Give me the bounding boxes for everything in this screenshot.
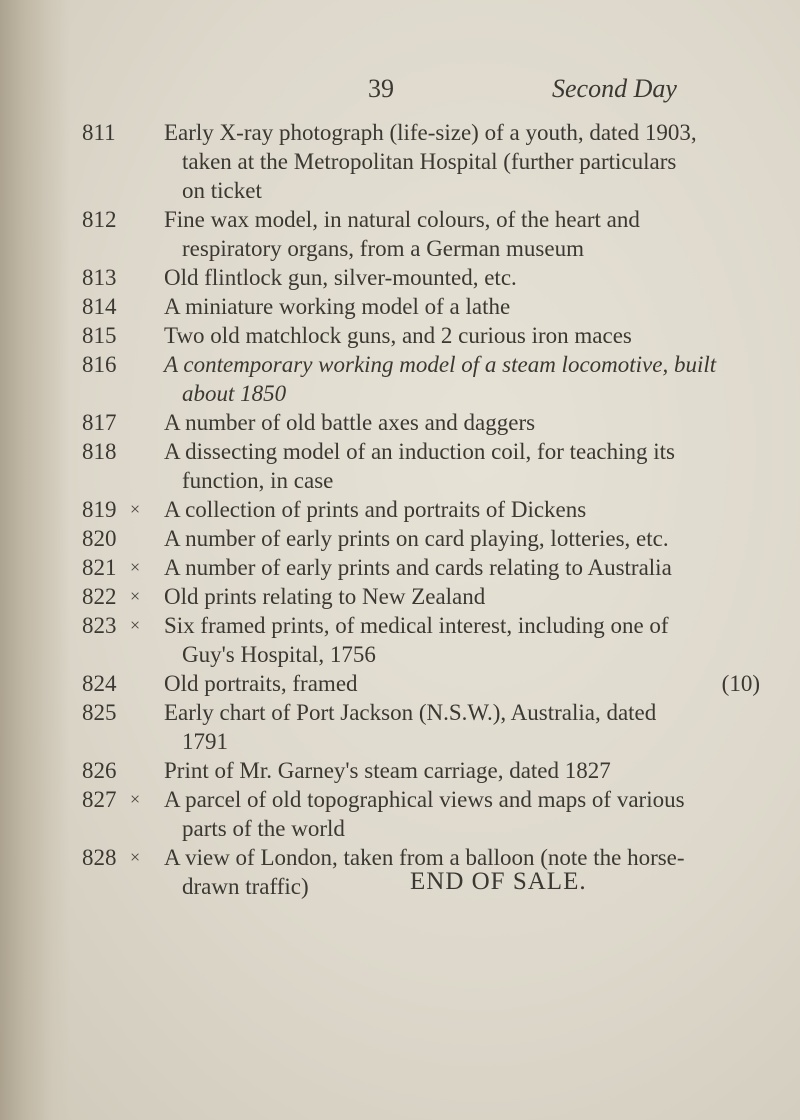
page-header — [0, 74, 800, 108]
lot-description — [164, 408, 764, 437]
lot-number: 824 — [82, 671, 117, 696]
lot-description-line: respiratory organs, from a German museum — [182, 236, 584, 261]
lot-description — [164, 698, 764, 756]
lot-description-line: A view of London, taken from a balloon (note the horse- — [164, 845, 685, 870]
lot-description-line: about 1850 — [182, 381, 287, 406]
lot-entry — [0, 698, 800, 756]
lot-description-line: A collection of prints and portraits of Dickens — [164, 497, 587, 522]
lot-entry — [0, 582, 800, 611]
lot-number: 826 — [82, 758, 117, 783]
lot-entry — [0, 495, 800, 524]
lot-list — [0, 118, 800, 901]
page-number: 39 — [368, 74, 394, 103]
lot-entry — [0, 350, 800, 408]
lot-entry — [0, 785, 800, 843]
lot-description — [164, 321, 764, 350]
lot-description-line: Fine wax model, in natural colours, of the heart and — [164, 207, 640, 232]
lot-description-line: 1791 — [182, 729, 228, 754]
lot-number: 814 — [82, 294, 117, 319]
lot-number: 813 — [82, 265, 117, 290]
lot-description-line: A number of old battle axes and daggers — [164, 410, 536, 435]
lot-description-line: Early chart of Port Jackson (N.S.W.), Australia, dated — [164, 700, 657, 725]
lot-number: 811 — [82, 120, 116, 145]
lot-description-line: A dissecting model of an induction coil, for teaching its — [164, 439, 676, 464]
lot-description-line: Two old matchlock guns, and 2 curious iron maces — [164, 323, 632, 348]
lot-entry — [0, 263, 800, 292]
lot-description-line: taken at the Metropolitan Hospital (further particulars — [182, 149, 677, 174]
lot-description-line: Six framed prints, of medical interest, including one of — [164, 613, 669, 638]
lot-number: 821 — [82, 555, 117, 580]
lot-description-line: drawn traffic) — [182, 874, 309, 899]
lot-description-line: on ticket — [182, 178, 262, 203]
lot-number: 828 — [82, 845, 117, 870]
lot-entry — [0, 843, 800, 901]
handwritten-cross-mark: × — [130, 557, 141, 577]
lot-description — [164, 756, 764, 785]
lot-description — [164, 553, 764, 582]
lot-number: 820 — [82, 526, 117, 551]
lot-number: 816 — [82, 352, 117, 377]
lot-description — [164, 292, 764, 321]
lot-description-line: A contemporary working model of a steam locomotive, built — [164, 352, 717, 377]
lot-entry — [0, 321, 800, 350]
lot-entry — [0, 205, 800, 263]
handwritten-cross-mark: × — [130, 586, 141, 606]
lot-entry — [0, 524, 800, 553]
lot-description-line: Old flintlock gun, silver-mounted, etc. — [164, 265, 517, 290]
lot-number: 823 — [82, 613, 117, 638]
lot-entry — [0, 756, 800, 785]
lot-description — [164, 437, 764, 495]
lot-description — [164, 495, 764, 524]
lot-description-line: Old prints relating to New Zealand — [164, 584, 486, 609]
lot-entry — [0, 669, 800, 698]
lot-description — [164, 350, 764, 408]
lot-description — [164, 263, 764, 292]
lot-number: 818 — [82, 439, 117, 464]
lot-number: 819 — [82, 497, 117, 522]
lot-description-line: A number of early prints and cards relating to Australia — [164, 555, 672, 580]
lot-description-line: Print of Mr. Garney's steam carriage, dated 1827 — [164, 758, 611, 783]
lot-entry — [0, 292, 800, 321]
lot-entry — [0, 408, 800, 437]
lot-entry — [0, 437, 800, 495]
lot-description-line: A number of early prints on card playing, lotteries, etc. — [164, 526, 669, 551]
lot-description-line: Early X-ray photograph (life-size) of a youth, dated 1903, — [164, 120, 697, 145]
handwritten-cross-mark: × — [130, 499, 141, 519]
lot-number: 815 — [82, 323, 117, 348]
lot-number: 822 — [82, 584, 117, 609]
lot-entry — [0, 118, 800, 205]
lot-number: 812 — [82, 207, 117, 232]
lot-description-line: Old portraits, framed — [164, 671, 358, 696]
lot-description — [164, 611, 764, 669]
lot-description-line: function, in case — [182, 468, 334, 493]
lot-number: 827 — [82, 787, 117, 812]
lot-description-line: Guy's Hospital, 1756 — [182, 642, 376, 667]
lot-number: 825 — [82, 700, 117, 725]
lot-entry — [0, 611, 800, 669]
lot-description-line: A miniature working model of a lathe — [164, 294, 511, 319]
lot-number: 817 — [82, 410, 117, 435]
lot-description — [164, 205, 764, 263]
lot-description — [164, 785, 764, 843]
lot-quantity: (10) — [721, 671, 760, 696]
lot-description — [164, 118, 764, 205]
handwritten-cross-mark: × — [130, 847, 141, 867]
end-of-sale: END OF SALE. — [410, 868, 587, 895]
lot-description — [164, 582, 764, 611]
running-head: Second Day — [552, 74, 677, 103]
handwritten-cross-mark: × — [130, 789, 141, 809]
lot-description-line: A parcel of old topographical views and maps of various — [164, 787, 685, 812]
handwritten-cross-mark: × — [130, 615, 141, 635]
lot-description — [164, 669, 764, 698]
lot-description — [164, 524, 764, 553]
lot-entry — [0, 553, 800, 582]
lot-description-line: parts of the world — [182, 816, 345, 841]
